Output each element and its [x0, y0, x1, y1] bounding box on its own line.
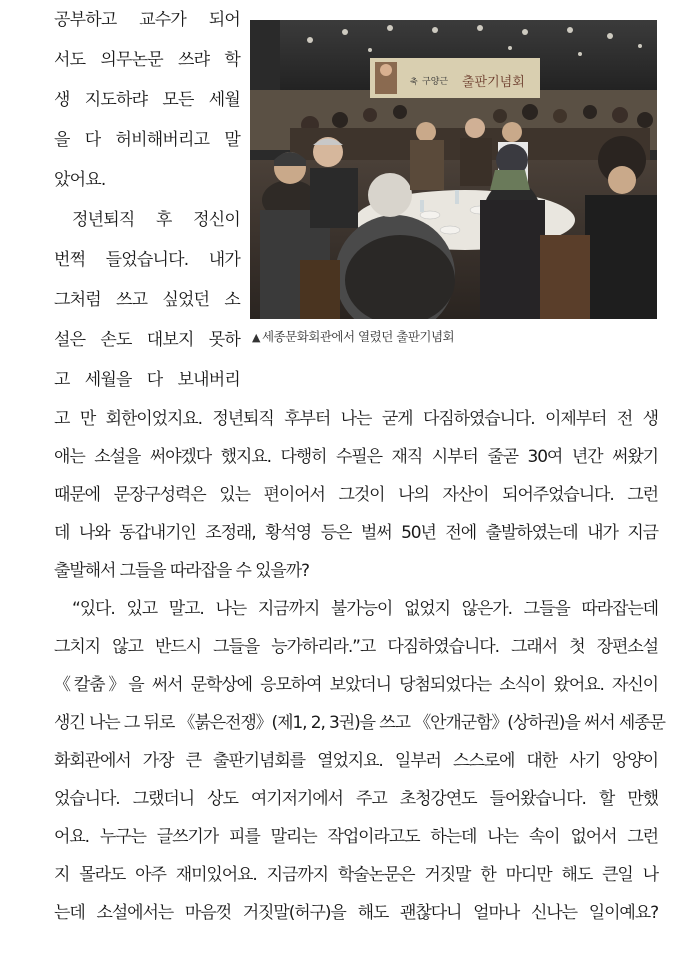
text-line: 고 만 회한이었지요. 정년퇴직 후부터 나는 굳게 다짐하였습니다. 이제부터 전 생 — [54, 409, 658, 429]
banner-name-text: 구양근 — [422, 77, 449, 87]
text-line: 었습니다. 그랬더니 상도 여기저기에서 주고 초청강연도 들어왔습니다. 할 만했 — [54, 789, 658, 809]
text-line: 애는 소설을 써야겠다 했지요. 다행히 수필은 재직 시부터 줄곧 30여 년간 써왔기 — [54, 447, 658, 467]
text-line: 생긴 나는 그 뒤로 《붉은전쟁》(제1, 2, 3권)을 쓰고 《안개군함》(상하권)을 써서 세종문 — [54, 713, 665, 733]
text-line: 공부하고 교수가 되어 — [54, 10, 240, 30]
banner-title-text: 출판기념회 — [462, 75, 525, 90]
text-line: 화회관에서 가장 큰 출판기념회를 열었지요. 일부러 스스로에 대한 사기 앙양이 — [54, 751, 658, 771]
text-line: 출발해서 그들을 따라잡을 수 있을까? — [54, 561, 309, 581]
event-photo — [250, 20, 657, 319]
text-line: 《칼춤》을 써서 문학상에 응모하여 보았더니 당첨되었다는 소식이 왔어요. 자신이 — [54, 675, 658, 695]
text-line: 그처럼 쓰고 싶었던 소 — [54, 290, 240, 310]
text-line: 때문에 문장구성력은 있는 편이어서 그것이 나의 자산이 되어주었습니다. 그런 — [54, 485, 658, 505]
text-line: “있다. 있고 말고. 나는 지금까지 불가능이 없었지 않은가. 그들을 따라잡는데 — [72, 599, 658, 619]
photo-caption — [252, 328, 652, 347]
text-line: 지 몰라도 아주 재미있어요. 지금까지 학술논문은 거짓말 한 마디만 해도 큰일 나 — [54, 865, 658, 885]
text-line: 어요. 누구는 글쓰기가 피를 말리는 작업이라고도 하는데 나는 속이 없어서 그런 — [54, 827, 658, 847]
text-line: 생 지도하랴 모든 세월 — [54, 90, 240, 110]
caption-text: 세종문화회관에서 열렸던 출판기념회 — [261, 329, 455, 344]
text-line: 고 세월을 다 보내버리 — [54, 370, 240, 390]
text-line: 는데 소설에서는 마음껏 거짓말(허구)을 해도 괜찮다니 얼마나 신나는 일이예요? — [54, 903, 658, 923]
text-line: 그치지 않고 반드시 그들을 능가하리라.”고 다짐하였습니다. 그래서 첫 장편소설 — [54, 637, 658, 657]
text-line: 설은 손도 대보지 못하 — [54, 330, 240, 350]
text-line: 서도 의무논문 쓰랴 학 — [54, 50, 240, 70]
text-line: 번쩍 들었습니다. 내가 — [54, 250, 240, 270]
text-line: 데 나와 동갑내기인 조정래, 황석영 등은 벌써 50년 전에 출발하였는데 내가 지금 — [54, 523, 658, 543]
text-line: 았어요. — [54, 170, 106, 190]
banner-small-text: 축 — [410, 77, 418, 86]
text-line: 정년퇴직 후 정신이 — [72, 210, 240, 230]
caption-marker: ▲ — [252, 331, 260, 344]
text-line: 을 다 허비해버리고 말 — [54, 130, 240, 150]
